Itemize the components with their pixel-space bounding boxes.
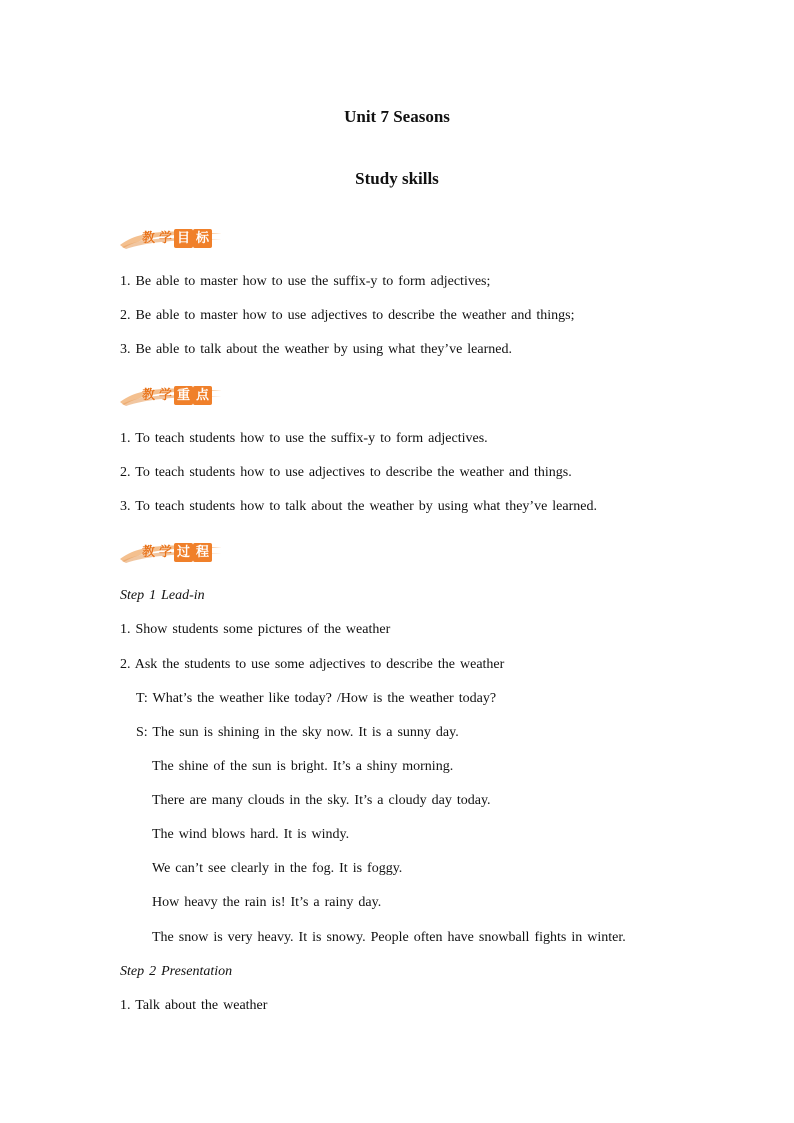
banner-char: 标 [193,229,212,248]
objectives-banner [118,225,226,251]
dialogue-line: T: What’s the weather like today? /How is the weather today? [136,691,497,706]
step-heading: Step 1 Lead-in [120,588,205,603]
key-points-banner [118,382,226,408]
banner-char: 学 [159,387,173,403]
dialogue-line: How heavy the rain is! It’s a rainy day. [152,895,382,910]
document-title: Unit 7 Seasons [344,107,450,126]
key-point-item: 2. To teach students how to use adjectives to describe the weather and things. [120,465,572,480]
banner-char: 点 [193,386,212,405]
banner-char: 学 [159,230,173,246]
key-point-item: 1. To teach students how to use the suffix-y to form adjectives. [120,431,488,446]
banner-char: 过 [174,543,193,562]
banner-char: 目 [174,229,193,248]
banner-char: 程 [193,543,212,562]
banner-char: 教 [142,230,156,246]
objective-item: 2. Be able to master how to use adjectives to describe the weather and things; [120,308,575,323]
banner-char: 教 [142,387,156,403]
dialogue-line: S: The sun is shining in the sky now. It is a sunny day. [136,725,459,740]
document-subtitle: Study skills [355,169,439,188]
process-banner [118,539,226,565]
dialogue-line: The snow is very heavy. It is snowy. People often have snowball fights in winter. [152,930,626,945]
dialogue-line: The shine of the sun is bright. It’s a shiny morning. [152,759,454,774]
step-item: 2. Ask the students to use some adjectives to describe the weather [120,657,505,672]
banner-char: 教 [142,544,156,560]
step-heading: Step 2 Presentation [120,964,233,979]
dialogue-line: We can’t see clearly in the fog. It is foggy. [152,861,403,876]
banner-char: 重 [174,386,193,405]
step-item: 1. Talk about the weather [120,998,268,1013]
dialogue-line: The wind blows hard. It is windy. [152,827,350,842]
banner-char: 学 [159,544,173,560]
step-item: 1. Show students some pictures of the weather [120,622,391,637]
objective-item: 1. Be able to master how to use the suffix-y to form adjectives; [120,274,491,289]
objective-item: 3. Be able to talk about the weather by using what they’ve learned. [120,342,512,357]
key-point-item: 3. To teach students how to talk about the weather by using what they’ve learned. [120,499,597,514]
dialogue-line: There are many clouds in the sky. It’s a cloudy day today. [152,793,491,808]
